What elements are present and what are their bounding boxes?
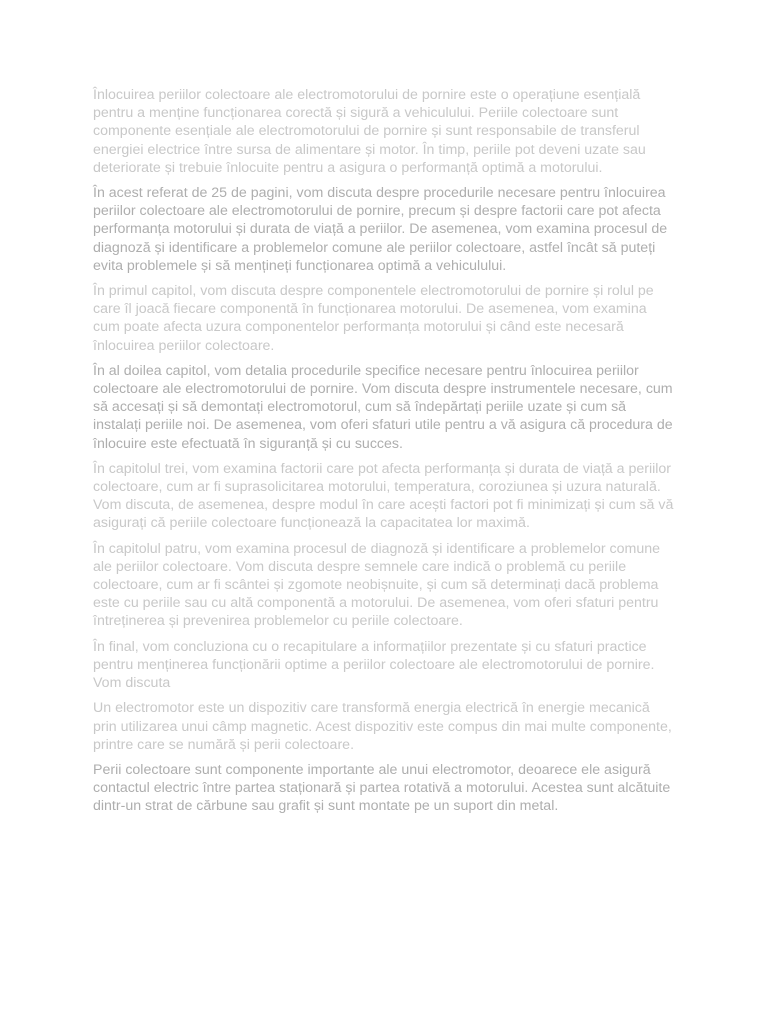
paragraph-chapter-three: În capitolul trei, vom examina factorii care pot afecta performanța și durata de viață a periilor colectoare, cum ar fi suprasolicitarea motorului, temperatura, coroziunea și uzura naturală. Vom discuta, de asemenea, despre modul în care acești factori pot fi minimizați și cum să vă asigurați că periile colectoare funcționează la capacitatea lor maximă.	[93, 460, 674, 532]
paragraph-final: În final, vom concluziona cu o recapitulare a informațiilor prezentate și cu sfaturi practice pentru menținerea funcționării optime a periilor colectoare ale electromotorului de pornire. Vom discuta	[93, 638, 655, 692]
paragraph-electromotor: Un electromotor este un dispozitiv care transformă energia electrică în energie mecanică prin utilizarea unui câmp magnetic. Acest dispozitiv este compus din mai multe componente, printre care se numără și perii colectoare.	[93, 700, 672, 753]
paragraph-intro: Înlocuirea periilor colectoare ale electromotorului de pornire este o operațiune esențială pentru a menține funcționarea corectă și sigură a vehiculului. Periile colectoare sunt componente esențiale ale electromotorului de pornire și sunt responsabile de transferul energiei electrice între sursa de alimentare și motor. În timp, periile pot deveni uzate sau deteriorate și trebuie înlocuite pentru a asigura o performanță optimă a motorului.	[93, 87, 646, 176]
paragraph-overview: În acest referat de 25 de pagini, vom discuta despre procedurile necesare pentru înlocuirea periilor colectoare ale electromotorului de pornire, precum și despre factorii care pot afecta performanța motorului și durata de viață a periilor. De asemenea, vom examina procesul de diagnoză și identificare a problemelor comune ale periilor colectoare, astfel încât să puteți evita problemele și să mențineți funcționarea optimă a vehiculului.	[93, 185, 668, 274]
paragraph-chapter-two: În al doilea capitol, vom detalia procedurile specifice necesare pentru înlocuirea periilor colectoare ale electromotorului de pornire. Vom discuta despre instrumentele necesare, cum să accesați și să demontați electromotorul, cum să îndepărtați periile uzate și cum să instalați periile noi. De asemenea, vom oferi sfaturi utile pentru a vă asigura că procedura de înlocuire este efectuată în siguranță și cu succes.	[93, 362, 673, 452]
document-body	[93, 86, 675, 823]
paragraph-chapter-one: În primul capitol, vom discuta despre componentele electromotorului de pornire și rolul pe care îl joacă fiecare componentă în funcționarea motorului. De asemenea, vom examina cum poate afecta uzura componentelor performanța motorului și când este necesară înlocuirea periilor colectoare.	[93, 283, 654, 354]
paragraph-brushes: Perii colectoare sunt componente importante ale unui electromotor, deoarece ele asigură contactul electric între partea staționară și partea rotativă a motorului. Acestea sunt alcătuite dintr-un strat de cărbune sau grafit și sunt montate pe un suport din metal.	[93, 761, 671, 815]
paragraph-chapter-four: În capitolul patru, vom examina procesul de diagnoză și identificare a problemelor comune ale periilor colectoare. Vom discuta despre semnele care indică o problemă cu periile colectoare, cum ar fi scântei și zgomote neobișnuite, și cum să determinați dacă problema este cu periile sau cu altă componentă a motorului. De asemenea, vom oferi sfaturi pentru întreținerea și prevenirea problemelor cu periile colectoare.	[93, 540, 661, 630]
